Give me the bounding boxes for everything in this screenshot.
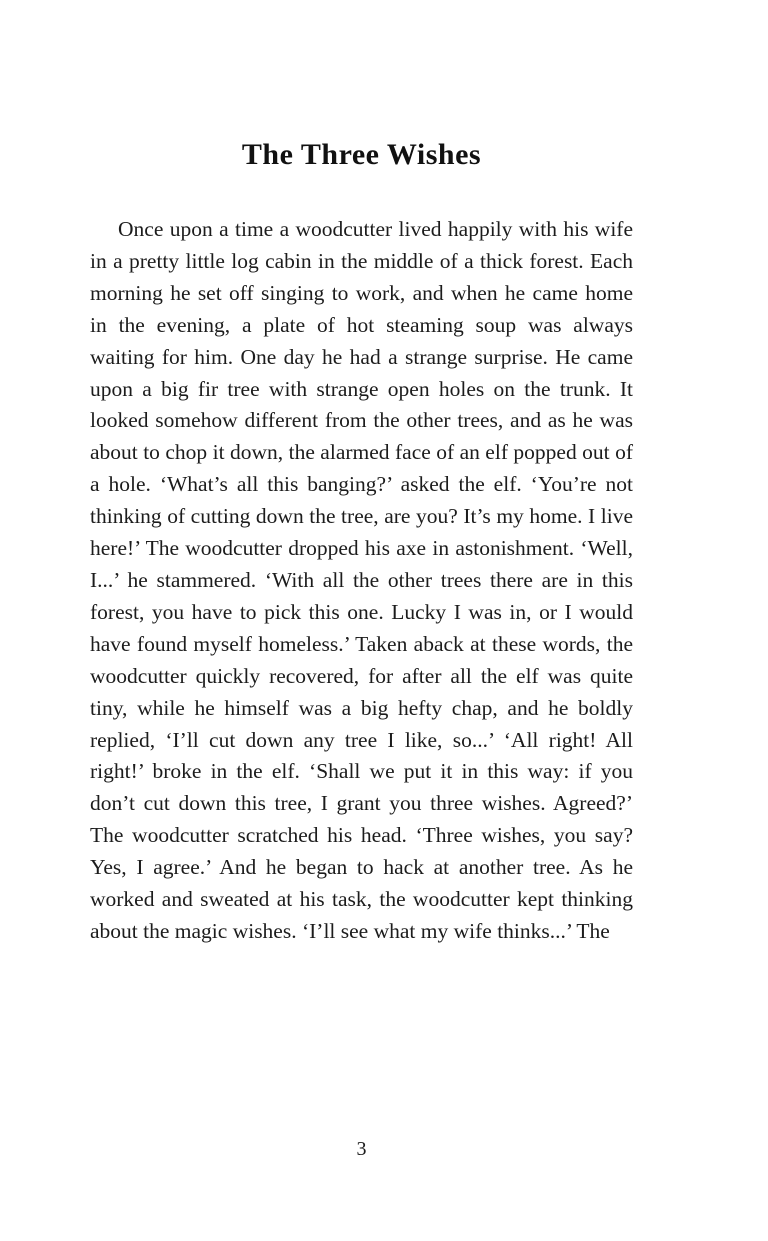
- text-block: [90, 0, 633, 948]
- page-number: 3: [356, 1138, 367, 1160]
- page-title: The Three Wishes: [241, 138, 482, 171]
- story-paragraph: Once upon a time a woodcutter lived happily with his wife in a pretty little log cabin in the middle of a thick forest. Each morning he set off singing to work, and when he came home in the evening, a plate of hot steaming soup was always waiting for him. One day he had a strange surprise. He came upon a big fir tree with strange open holes on the trunk. It looked somehow different from the other trees, and as he was about to chop it down, the alarmed face of an elf popped out of a hole. ‘What’s all this banging?’ asked the elf. ‘You’re not thinking of cutting down the tree, are you? It’s my home. I live here!’ The woodcutter dropped his axe in astonishment. ‘Well, I...’ he stammered. ‘With all the other trees there are in this forest, you have to pick this one. Lucky I was in, or I would have found myself homeless.’ Taken aback at these words, the woodcutter quickly recovered, for after all the elf was quite tiny, while he himself was a big hefty chap, and he boldly replied, ‘I’ll cut down any tree I like, so...’ ‘All right! All right!’ broke in the elf. ‘Shall we put it in this way: if you don’t cut down this tree, I grant you three wishes. Agreed?’ The woodcutter scratched his head. ‘Three wishes, you say? Yes, I agree.’ And he began to hack at another tree. As he worked and sweated at his task, the woodcutter kept thinking about the magic wishes. ‘I’ll see what my wife thinks...’ The: [90, 217, 633, 943]
